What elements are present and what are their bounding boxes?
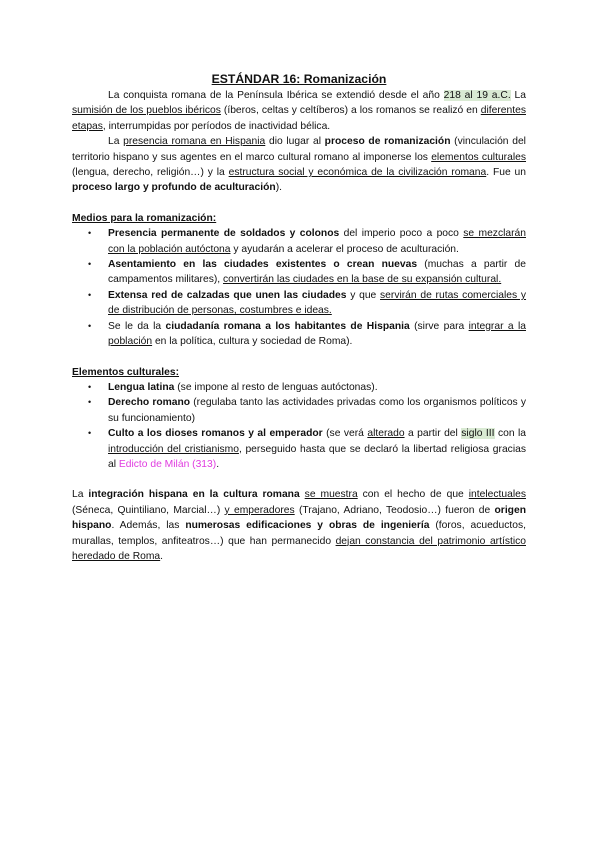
list-item: • Derecho romano (regulaba tanto las actividades privadas como los organismos políticos y su funcionamiento) xyxy=(88,397,526,424)
bullet-icon: • xyxy=(88,320,92,331)
elementos-list xyxy=(72,380,526,472)
intro-paragraph-1: La conquista romana de la Península Ibérica se extendió desde el año 218 al 19 a.C. La sumisión de los pueblos ibéricos (íberos, celtas y celtíberos) a los romanos se realizó en diferentes etapas, interrumpidas por períodos de inactividad bélica. xyxy=(72,90,526,132)
section-heading-elementos: Elementos culturales: xyxy=(72,366,180,378)
list-item: • Lengua latina (se impone al resto de lenguas autóctonas). xyxy=(108,380,526,395)
section-heading-medios: Medios para la romanización: xyxy=(72,212,217,224)
bullet-icon: • xyxy=(88,381,92,392)
page-title: ESTÁNDAR 16: Romanización xyxy=(211,72,387,86)
bullet-icon: • xyxy=(88,428,92,439)
century-highlight: siglo III xyxy=(461,428,495,440)
list-item: • Presencia permanente de soldados y colonos del imperio poco a poco se mezclarán con la población autóctona y ayudarán a acelerar el proceso de aculturación. xyxy=(88,228,526,255)
bullet-icon: • xyxy=(88,397,92,408)
list-item: • Asentamiento en las ciudades existentes o crean nuevas (muchas a partir de campamentos militares), convertirán las ciudades en la base de su expansión cultural. xyxy=(88,259,526,286)
list-item: • Culto a los dioses romanos y al emperador (se verá alterado a partir del siglo III con la introducción del cristianismo, perseguido hasta que se declaró la libertad religiosa gracias al Edicto de Milán (313). xyxy=(88,428,527,470)
list-item: • Extensa red de calzadas que unen las ciudades y que servirán de rutas comerciales y de distribución de personas, costumbres e ideas. xyxy=(88,289,527,317)
medios-list xyxy=(72,226,526,349)
list-item: • Se le da la ciudadanía romana a los habitantes de Hispania (sirve para integrar a la población en la política, cultura y sociedad de Roma). xyxy=(88,320,526,348)
bullet-icon: • xyxy=(88,289,92,300)
date-highlight: 218 al 19 a.C. xyxy=(443,90,511,101)
bullet-icon: • xyxy=(88,259,92,270)
edicto-milan-text: Edicto de Milán (313) xyxy=(118,458,217,470)
bullet-icon: • xyxy=(88,228,92,239)
conclusion-paragraph: La integración hispana en la cultura romana se muestra con el hecho de que intelectuales (Séneca, Quintiliano, Marcial…) y emperadores (Trajano, Adriano, Teodosio…) fueron de origen hispano. Además, las numerosas edificaciones y obras de ingeniería (foros, acueductos, murallas, templos, anfiteatros…) que han permanecido dejan constancia del patrimonio artístico heredado de Roma. xyxy=(72,489,526,562)
intro-paragraph-2: La presencia romana en Hispania dio lugar al proceso de romanización (vinculación del territorio hispano y sus agentes en el marco cultural romano al imponerse los elementos culturales (lengua, derecho, religión…) y la estructura social y económica de la civilización romana. Fue un proceso largo y profundo de aculturación). xyxy=(72,136,527,194)
